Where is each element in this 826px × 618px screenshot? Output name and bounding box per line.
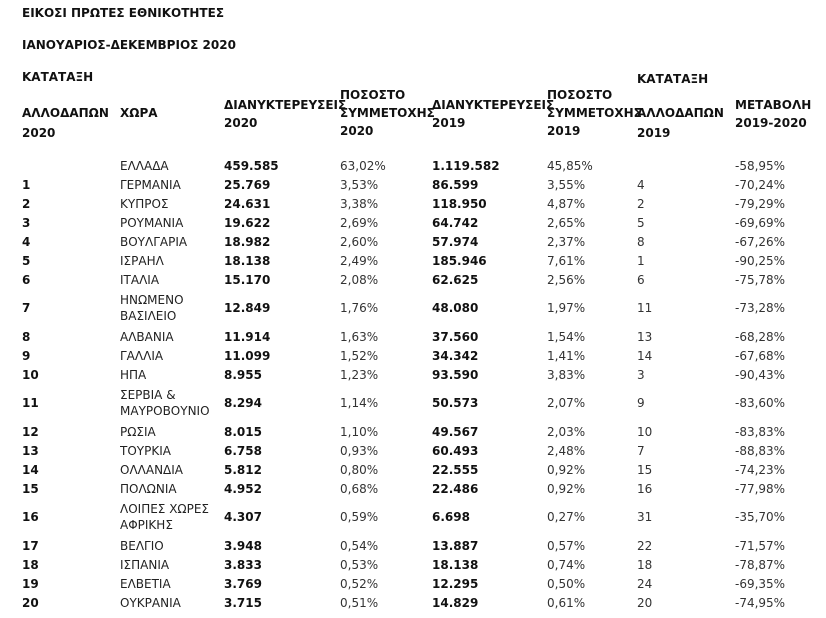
stays-2019-cell: 48.080 [432, 301, 479, 315]
rank-2020-cell: 7 [22, 301, 31, 315]
share-2020-cell: 0,93% [340, 443, 379, 458]
country-cell: ΤΟΥΡΚΙΑ [120, 443, 171, 458]
rank-2019-cell: 7 [637, 443, 645, 458]
country-cell: ΟΥΚΡΑΝΙΑ [120, 595, 181, 610]
table-row [0, 479, 826, 498]
header-share-2019-line1: ΠΟΣΟΣΤΟ [547, 88, 613, 102]
table-row [0, 422, 826, 441]
header-rank-2020-line1: ΚΑΤΑΤΑΞΗ [22, 70, 94, 84]
rank-2020-cell: 11 [22, 396, 39, 410]
share-2020-cell: 1,76% [340, 301, 379, 315]
table-row [0, 574, 826, 593]
rank-2019-cell: 5 [637, 215, 645, 230]
share-2019-cell: 1,41% [547, 348, 586, 363]
country-cell: ΡΟΥΜΑΝΙΑ [120, 215, 184, 230]
stays-2019-cell: 62.625 [432, 272, 479, 287]
share-2020-cell: 0,53% [340, 557, 379, 572]
rank-2020-cell [0, 156, 120, 175]
share-2020-cell: 0,52% [340, 576, 379, 591]
share-2019-cell: 0,57% [547, 538, 586, 553]
rank-2020-cell: 2 [22, 196, 31, 211]
table-row [0, 441, 826, 460]
stays-2019-cell: 34.342 [432, 348, 479, 363]
table-row [0, 194, 826, 213]
report-title: ΕΙΚΟΣΙ ΠΡΩΤΕΣ ΕΘΝΙΚΟΤΗΤΕΣ [22, 6, 225, 20]
stays-2019-cell: 14.829 [432, 595, 479, 610]
rank-2020-cell: 1 [22, 177, 31, 192]
report-period: ΙΑΝΟΥΑΡΙΟΣ-ΔΕΚΕΜΒΡΙΟΣ 2020 [22, 38, 236, 52]
table-row [0, 175, 826, 194]
header-share-2020-line3: 2020 [340, 124, 374, 138]
stays-2020-cell: 18.982 [224, 234, 271, 249]
country-cell: ΕΛΛΑΔΑ [120, 158, 169, 173]
share-2019-cell: 4,87% [547, 196, 586, 211]
change-cell: -77,98% [735, 481, 786, 496]
share-2020-cell: 1,23% [340, 367, 379, 382]
rank-2019-cell: 8 [637, 234, 645, 249]
stays-2019-cell: 12.295 [432, 576, 479, 591]
change-cell: -75,78% [735, 272, 786, 287]
rank-2019-cell: 18 [637, 557, 653, 572]
stays-2020-cell: 8.955 [224, 367, 262, 382]
change-cell: -67,26% [735, 234, 786, 249]
stays-2019-cell: 64.742 [432, 215, 479, 230]
share-2020-cell: 1,52% [340, 348, 379, 363]
country-cell: ΣΕΡΒΙΑ & ΜΑΥΡΟΒΟΥΝΙΟ [120, 388, 210, 418]
rank-2019-cell: 20 [637, 595, 653, 610]
stays-2019-cell: 18.138 [432, 557, 479, 572]
stays-2019-cell: 1.119.582 [432, 158, 500, 173]
change-cell: -74,23% [735, 462, 786, 477]
stays-2019-cell: 22.486 [432, 481, 479, 496]
table-row [0, 327, 826, 346]
change-cell: -69,69% [735, 215, 786, 230]
change-cell: -83,83% [735, 424, 786, 439]
header-rank-2020-line3: 2020 [22, 126, 56, 140]
country-cell: ΓΑΛΛΙΑ [120, 348, 164, 363]
rank-2019-cell: 24 [637, 576, 653, 591]
country-cell: ΒΕΛΓΙΟ [120, 538, 164, 553]
table-row [0, 251, 826, 270]
country-cell: ΕΛΒΕΤΙΑ [120, 576, 171, 591]
share-2020-cell: 3,53% [340, 177, 379, 192]
share-2019-cell: 0,74% [547, 557, 586, 572]
share-2019-cell: 2,03% [547, 424, 586, 439]
header-stays-2019-line1: ΔΙΑΝΥΚΤΕΡΕΥΣΕΙΣ [432, 98, 555, 112]
rank-2020-cell: 19 [22, 576, 39, 591]
share-2019-cell: 0,92% [547, 481, 586, 496]
share-2019-cell: 2,07% [547, 396, 586, 410]
stays-2020-cell: 459.585 [224, 158, 279, 173]
header-rank-2019-line1: ΚΑΤΑΤΑΞΗ [637, 72, 709, 86]
change-cell: -71,57% [735, 538, 786, 553]
rank-2019-cell: 11 [637, 301, 653, 315]
country-cell: ΒΟΥΛΓΑΡΙΑ [120, 234, 188, 249]
rank-2019-cell: 4 [637, 177, 645, 192]
rank-2019-cell: 31 [637, 510, 653, 524]
stays-2020-cell: 11.099 [224, 348, 271, 363]
stays-2019-cell: 60.493 [432, 443, 479, 458]
stays-2020-cell: 4.952 [224, 481, 262, 496]
country-cell: ΚΥΠΡΟΣ [120, 196, 169, 211]
share-2019-cell: 2,56% [547, 272, 586, 287]
rank-2020-cell: 6 [22, 272, 31, 287]
share-2019-cell: 2,37% [547, 234, 586, 249]
header-change-line2: 2019-2020 [735, 116, 807, 130]
share-2020-cell: 2,08% [340, 272, 379, 287]
rank-2020-cell: 12 [22, 424, 39, 439]
rank-2020-cell: 5 [22, 253, 31, 268]
change-cell: -78,87% [735, 557, 786, 572]
country-cell: ΛΟΙΠΕΣ ΧΩΡΕΣ ΑΦΡΙΚΗΣ [120, 502, 209, 532]
rank-2020-cell: 10 [22, 367, 39, 382]
rank-2020-cell: 9 [22, 348, 31, 363]
stays-2020-cell: 5.812 [224, 462, 262, 477]
rank-2020-cell: 8 [22, 329, 31, 344]
table-row [0, 232, 826, 251]
rank-2020-cell: 14 [22, 462, 39, 477]
stays-2020-cell: 18.138 [224, 253, 271, 268]
stays-2019-cell: 185.946 [432, 253, 487, 268]
country-cell: ΙΣΡΑΗΛ [120, 253, 164, 268]
table-row [0, 593, 826, 612]
header-stays-2020-line2: 2020 [224, 116, 258, 130]
change-cell: -70,24% [735, 177, 786, 192]
share-2019-cell: 7,61% [547, 253, 586, 268]
rank-2020-cell: 16 [22, 510, 39, 524]
rank-2020-cell: 15 [22, 481, 39, 496]
share-2019-cell: 0,27% [547, 510, 586, 524]
share-2020-cell: 0,80% [340, 462, 379, 477]
share-2019-cell: 0,92% [547, 462, 586, 477]
change-cell: -69,35% [735, 576, 786, 591]
stays-2020-cell: 3.948 [224, 538, 262, 553]
header-stays-2019-line2: 2019 [432, 116, 466, 130]
header-country: ΧΩΡΑ [120, 106, 158, 120]
stays-2020-cell: 3.833 [224, 557, 262, 572]
change-cell: -35,70% [735, 510, 786, 524]
header-share-2019-line3: 2019 [547, 124, 581, 138]
country-cell: ΡΩΣΙΑ [120, 424, 156, 439]
stays-2020-cell: 19.622 [224, 215, 271, 230]
share-2020-cell: 0,54% [340, 538, 379, 553]
country-cell: ΙΣΠΑΝΙΑ [120, 557, 170, 572]
header-rank-2019-line3: 2019 [637, 126, 671, 140]
nationalities-table [0, 156, 826, 612]
change-cell: -68,28% [735, 329, 786, 344]
rank-2020-cell: 17 [22, 538, 39, 553]
country-cell: ΑΛΒΑΝΙΑ [120, 329, 174, 344]
stays-2019-cell: 50.573 [432, 396, 479, 410]
table-row [0, 270, 826, 289]
rank-2019-cell: 13 [637, 329, 653, 344]
rank-2019-cell: 2 [637, 196, 645, 211]
stays-2019-cell: 93.590 [432, 367, 479, 382]
rank-2020-cell: 18 [22, 557, 39, 572]
header-share-2020-line1: ΠΟΣΟΣΤΟ [340, 88, 406, 102]
stays-2019-cell: 13.887 [432, 538, 479, 553]
stays-2020-cell: 24.631 [224, 196, 271, 211]
header-share-2019-line2: ΣΥΜΜΕΤΟΧΗΣ [547, 106, 642, 120]
rank-2019-cell: 16 [637, 481, 653, 496]
table-row [0, 536, 826, 555]
rank-2020-cell: 4 [22, 234, 31, 249]
stays-2020-cell: 12.849 [224, 301, 271, 315]
table-row [0, 346, 826, 365]
stays-2020-cell: 6.758 [224, 443, 262, 458]
table-row [0, 498, 826, 536]
share-2019-cell: 0,61% [547, 595, 586, 610]
share-2020-cell: 1,10% [340, 424, 379, 439]
stays-2019-cell: 49.567 [432, 424, 479, 439]
change-cell: -83,60% [735, 396, 786, 410]
stays-2020-cell: 3.715 [224, 595, 262, 610]
stays-2019-cell: 118.950 [432, 196, 487, 211]
country-cell: ΟΛΛΑΝΔΙΑ [120, 462, 184, 477]
share-2019-cell: 1,54% [547, 329, 586, 344]
share-2019-cell: 2,65% [547, 215, 586, 230]
share-2019-cell: 45,85% [547, 158, 593, 173]
rank-2020-cell: 20 [22, 595, 39, 610]
share-2020-cell: 0,59% [340, 510, 379, 524]
header-change-line1: ΜΕΤΑΒΟΛΗ [735, 98, 812, 112]
share-2020-cell: 3,38% [340, 196, 379, 211]
rank-2020-cell: 13 [22, 443, 39, 458]
rank-2019-cell: 10 [637, 424, 653, 439]
header-share-2020-line2: ΣΥΜΜΕΤΟΧΗΣ [340, 106, 435, 120]
share-2020-cell: 1,14% [340, 396, 379, 410]
share-2020-cell: 2,60% [340, 234, 379, 249]
header-rank-2019-line2: ΑΛΛΟΔΑΠΩΝ [637, 106, 724, 120]
share-2019-cell: 3,55% [547, 177, 586, 192]
rank-2019-cell: 9 [637, 396, 645, 410]
share-2020-cell: 0,51% [340, 595, 379, 610]
share-2020-cell: 0,68% [340, 481, 379, 496]
share-2020-cell: 2,69% [340, 215, 379, 230]
stays-2019-cell: 57.974 [432, 234, 479, 249]
share-2019-cell: 0,50% [547, 576, 586, 591]
rank-2019-cell: 15 [637, 462, 653, 477]
country-cell: ΠΟΛΩΝΙΑ [120, 481, 177, 496]
stays-2020-cell: 15.170 [224, 272, 271, 287]
stays-2020-cell: 8.015 [224, 424, 262, 439]
stays-2020-cell: 4.307 [224, 510, 262, 524]
table-row [0, 156, 826, 175]
table-row [0, 384, 826, 422]
stays-2020-cell: 25.769 [224, 177, 271, 192]
table-row [0, 289, 826, 327]
rank-2020-cell: 3 [22, 215, 31, 230]
country-cell: ΗΝΩΜΕΝΟ ΒΑΣΙΛΕΙΟ [120, 293, 184, 323]
stays-2020-cell: 8.294 [224, 396, 262, 410]
change-cell: -88,83% [735, 443, 786, 458]
stays-2019-cell: 86.599 [432, 177, 479, 192]
country-cell: ΗΠΑ [120, 367, 147, 382]
table-row [0, 555, 826, 574]
table-row [0, 460, 826, 479]
rank-2019-cell: 22 [637, 538, 653, 553]
share-2020-cell: 1,63% [340, 329, 379, 344]
country-cell: ΙΤΑΛΙΑ [120, 272, 160, 287]
change-cell: -74,95% [735, 595, 786, 610]
change-cell: -90,43% [735, 367, 786, 382]
stays-2019-cell: 6.698 [432, 510, 470, 524]
change-cell: -67,68% [735, 348, 786, 363]
change-cell: -79,29% [735, 196, 786, 211]
stays-2019-cell: 22.555 [432, 462, 479, 477]
change-cell: -73,28% [735, 301, 786, 315]
change-cell: -58,95% [735, 158, 786, 173]
stays-2019-cell: 37.560 [432, 329, 479, 344]
stays-2020-cell: 3.769 [224, 576, 262, 591]
share-2020-cell: 2,49% [340, 253, 379, 268]
header-rank-2020-line2: ΑΛΛΟΔΑΠΩΝ [22, 106, 109, 120]
country-cell: ΓΕΡΜΑΝΙΑ [120, 177, 181, 192]
rank-2019-cell: 3 [637, 367, 645, 382]
change-cell: -90,25% [735, 253, 786, 268]
rank-2019-cell [637, 156, 735, 175]
header-stays-2020-line1: ΔΙΑΝΥΚΤΕΡΕΥΣΕΙΣ [224, 98, 347, 112]
rank-2019-cell: 1 [637, 253, 645, 268]
rank-2019-cell: 14 [637, 348, 653, 363]
share-2019-cell: 3,83% [547, 367, 586, 382]
share-2019-cell: 2,48% [547, 443, 586, 458]
table-row [0, 213, 826, 232]
share-2020-cell: 63,02% [340, 158, 386, 173]
stays-2020-cell: 11.914 [224, 329, 271, 344]
table-row [0, 365, 826, 384]
rank-2019-cell: 6 [637, 272, 645, 287]
share-2019-cell: 1,97% [547, 301, 586, 315]
